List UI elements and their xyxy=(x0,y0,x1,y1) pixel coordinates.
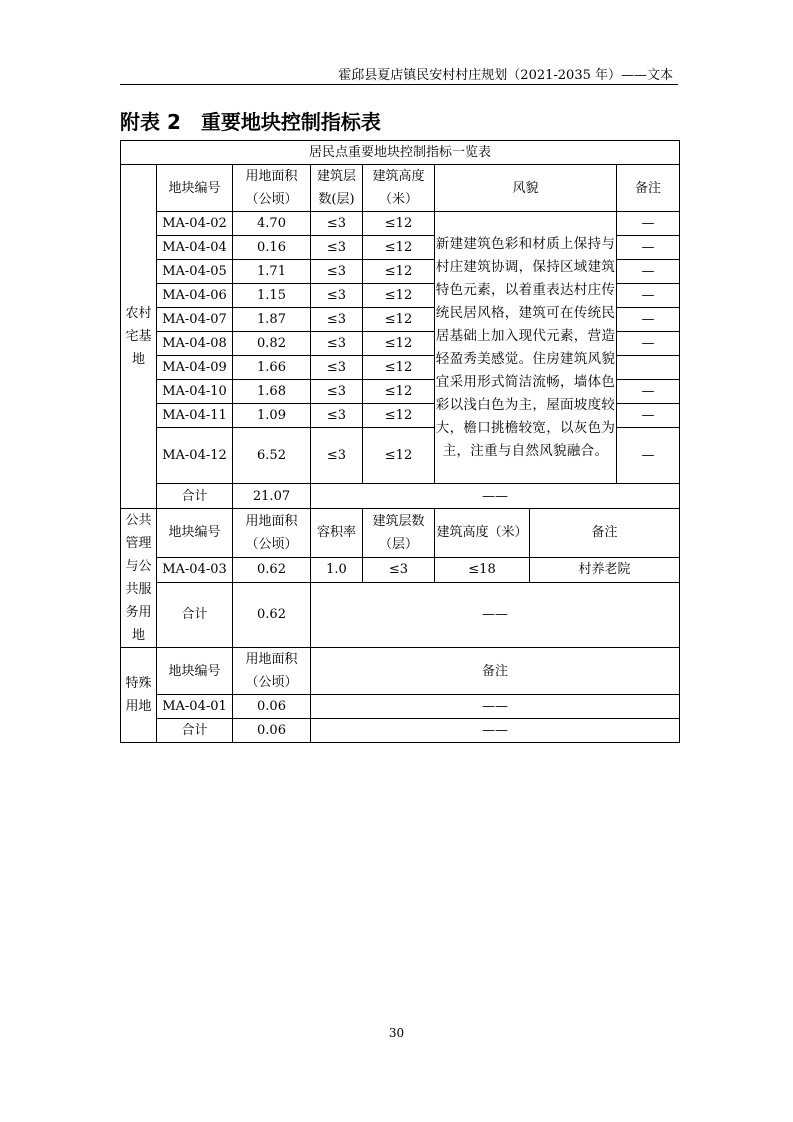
note-cell: — xyxy=(617,332,680,356)
col-header-height-line: （米） xyxy=(378,192,418,207)
height-cell: ≤12 xyxy=(363,380,435,404)
plot-id-cell: MA-04-07 xyxy=(157,308,233,332)
public-label-line: 共服 xyxy=(125,582,152,597)
plot-id-cell: MA-04-03 xyxy=(157,557,233,582)
plot-id-cell: MA-04-10 xyxy=(157,380,233,404)
area-cell: 1.09 xyxy=(233,404,311,428)
plot-id-cell: MA-04-05 xyxy=(157,260,233,284)
style-description: 新建建筑色彩和材质上保持与村庄建筑协调，保持区域建筑特色元素，以着重表达村庄传统民居风格，建筑可在传统民居基础上加入现代元素，营造轻盈秀美感觉。住房建筑风貌宜采用形式简洁流畅，墙体色彩以浅白色为主，屋面坡度较大，檐口挑檐较宽，以灰色为主，注重与自然风貌融合。 xyxy=(435,212,617,484)
col-header-id: 地块编号 xyxy=(157,509,233,558)
far-cell: 1.0 xyxy=(311,557,363,582)
col-header-area-line: 用地面积 xyxy=(245,169,298,184)
public-label-line: 与公 xyxy=(125,559,152,574)
col-header-area-line: 用地面积 xyxy=(245,513,298,529)
rural-total-row xyxy=(121,484,680,509)
col-header-note: 备注 xyxy=(617,165,680,212)
floors-cell: ≤3 xyxy=(311,308,363,332)
public-label-line: 地 xyxy=(131,628,145,643)
rural-label-line: 农村 xyxy=(125,306,152,321)
public-label-line: 务用 xyxy=(125,605,152,620)
rural-label-line: 地 xyxy=(131,352,145,367)
table-caption: 居民点重要地块控制指标一览表 xyxy=(121,141,680,165)
floors-cell: ≤3 xyxy=(311,428,363,484)
area-cell: 1.68 xyxy=(233,380,311,404)
page-title: 附表 2 重要地块控制指标表 xyxy=(120,110,381,134)
plot-id-cell: MA-04-08 xyxy=(157,332,233,356)
floors-cell: ≤3 xyxy=(311,332,363,356)
area-cell: 1.87 xyxy=(233,308,311,332)
total-rest: —— xyxy=(311,582,680,647)
col-header-height xyxy=(363,165,435,212)
total-rest: —— xyxy=(311,484,680,509)
plot-id-cell: MA-04-09 xyxy=(157,356,233,380)
height-cell: ≤12 xyxy=(363,236,435,260)
plot-id-cell: MA-04-11 xyxy=(157,404,233,428)
special-label-line: 特殊 xyxy=(125,676,152,691)
floors-cell: ≤3 xyxy=(311,356,363,380)
floors-cell: ≤3 xyxy=(311,260,363,284)
total-area: 0.06 xyxy=(233,719,311,743)
plot-id-cell: MA-04-12 xyxy=(157,428,233,484)
col-header-id: 地块编号 xyxy=(157,648,233,695)
col-header-area-line: （公顷） xyxy=(245,675,298,690)
note-cell: — xyxy=(617,380,680,404)
area-cell: 0.82 xyxy=(233,332,311,356)
area-cell: 6.52 xyxy=(233,428,311,484)
plot-id-cell: MA-04-02 xyxy=(157,212,233,236)
total-label: 合计 xyxy=(157,582,233,647)
public-label-line: 公共 xyxy=(125,513,152,528)
special-total-row xyxy=(121,719,680,743)
col-header-id: 地块编号 xyxy=(157,165,233,212)
public-section-label xyxy=(121,509,157,648)
table-caption-row xyxy=(121,141,680,165)
col-header-area-line: （公顷） xyxy=(245,536,298,552)
note-cell: — xyxy=(617,260,680,284)
height-cell: ≤12 xyxy=(363,212,435,236)
note-cell: — xyxy=(617,284,680,308)
col-header-note: 备注 xyxy=(311,648,680,695)
floors-cell: ≤3 xyxy=(311,380,363,404)
plot-id-cell: MA-04-01 xyxy=(157,695,233,719)
area-cell: 0.62 xyxy=(233,557,311,582)
rural-section-label xyxy=(121,165,157,509)
height-cell: ≤12 xyxy=(363,308,435,332)
height-cell: ≤12 xyxy=(363,260,435,284)
table-row xyxy=(121,695,680,719)
floors-cell: ≤3 xyxy=(311,212,363,236)
col-header-height-line: 建筑高度 xyxy=(372,169,425,184)
height-cell: ≤12 xyxy=(363,284,435,308)
note-cell: — xyxy=(617,236,680,260)
floors-cell: ≤3 xyxy=(311,236,363,260)
special-label-line: 用地 xyxy=(125,699,152,714)
col-header-area-line: （公顷） xyxy=(245,192,298,207)
note-cell xyxy=(617,356,680,380)
plot-id-cell: MA-04-06 xyxy=(157,284,233,308)
note-cell: — xyxy=(617,308,680,332)
note-cell: — xyxy=(617,212,680,236)
special-section-label xyxy=(121,648,157,743)
col-header-area xyxy=(233,165,311,212)
area-cell: 1.66 xyxy=(233,356,311,380)
public-total-row xyxy=(121,582,680,647)
public-header-row xyxy=(121,509,680,558)
col-header-floors-line: （层） xyxy=(378,536,418,552)
height-cell: ≤12 xyxy=(363,428,435,484)
note-cell: —— xyxy=(311,695,680,719)
total-area: 0.62 xyxy=(233,582,311,647)
floors-cell: ≤3 xyxy=(363,557,435,582)
col-header-floors xyxy=(363,509,435,558)
total-rest: —— xyxy=(311,719,680,743)
control-index-table xyxy=(120,140,680,743)
area-cell: 0.06 xyxy=(233,695,311,719)
height-cell: ≤12 xyxy=(363,332,435,356)
special-header-row xyxy=(121,648,680,695)
col-header-floors xyxy=(311,165,363,212)
note-cell: — xyxy=(617,404,680,428)
height-cell: ≤12 xyxy=(363,356,435,380)
total-label: 合计 xyxy=(157,719,233,743)
col-header-area xyxy=(233,509,311,558)
table-row xyxy=(121,212,680,236)
total-label: 合计 xyxy=(157,484,233,509)
area-cell: 0.16 xyxy=(233,236,311,260)
col-header-floors-line: 建筑层 xyxy=(316,169,356,184)
col-header-height: 建筑高度（米） xyxy=(435,509,530,558)
header-rule xyxy=(120,84,678,85)
public-label-line: 管理 xyxy=(125,536,152,551)
note-cell: 村养老院 xyxy=(530,557,680,582)
rural-label-line: 宅基 xyxy=(125,329,152,344)
col-header-note: 备注 xyxy=(530,509,680,558)
floors-cell: ≤3 xyxy=(311,284,363,308)
running-header: 霍邱县夏店镇民安村村庄规划（2021-2035 年）——文本 xyxy=(338,68,673,83)
floors-cell: ≤3 xyxy=(311,404,363,428)
plot-id-cell: MA-04-04 xyxy=(157,236,233,260)
area-cell: 4.70 xyxy=(233,212,311,236)
col-header-floors-line: 建筑层数 xyxy=(372,513,425,529)
note-cell: — xyxy=(617,428,680,484)
area-cell: 1.15 xyxy=(233,284,311,308)
col-header-far: 容积率 xyxy=(311,509,363,558)
height-cell: ≤18 xyxy=(435,557,530,582)
col-header-area xyxy=(233,648,311,695)
area-cell: 1.71 xyxy=(233,260,311,284)
col-header-style: 风貌 xyxy=(435,165,617,212)
col-header-area-line: 用地面积 xyxy=(245,652,298,667)
rural-header-row xyxy=(121,165,680,212)
table-row xyxy=(121,557,680,582)
col-header-floors-line: 数(层) xyxy=(318,192,355,207)
total-area: 21.07 xyxy=(233,484,311,509)
height-cell: ≤12 xyxy=(363,404,435,428)
page-number: 30 xyxy=(388,1026,405,1040)
